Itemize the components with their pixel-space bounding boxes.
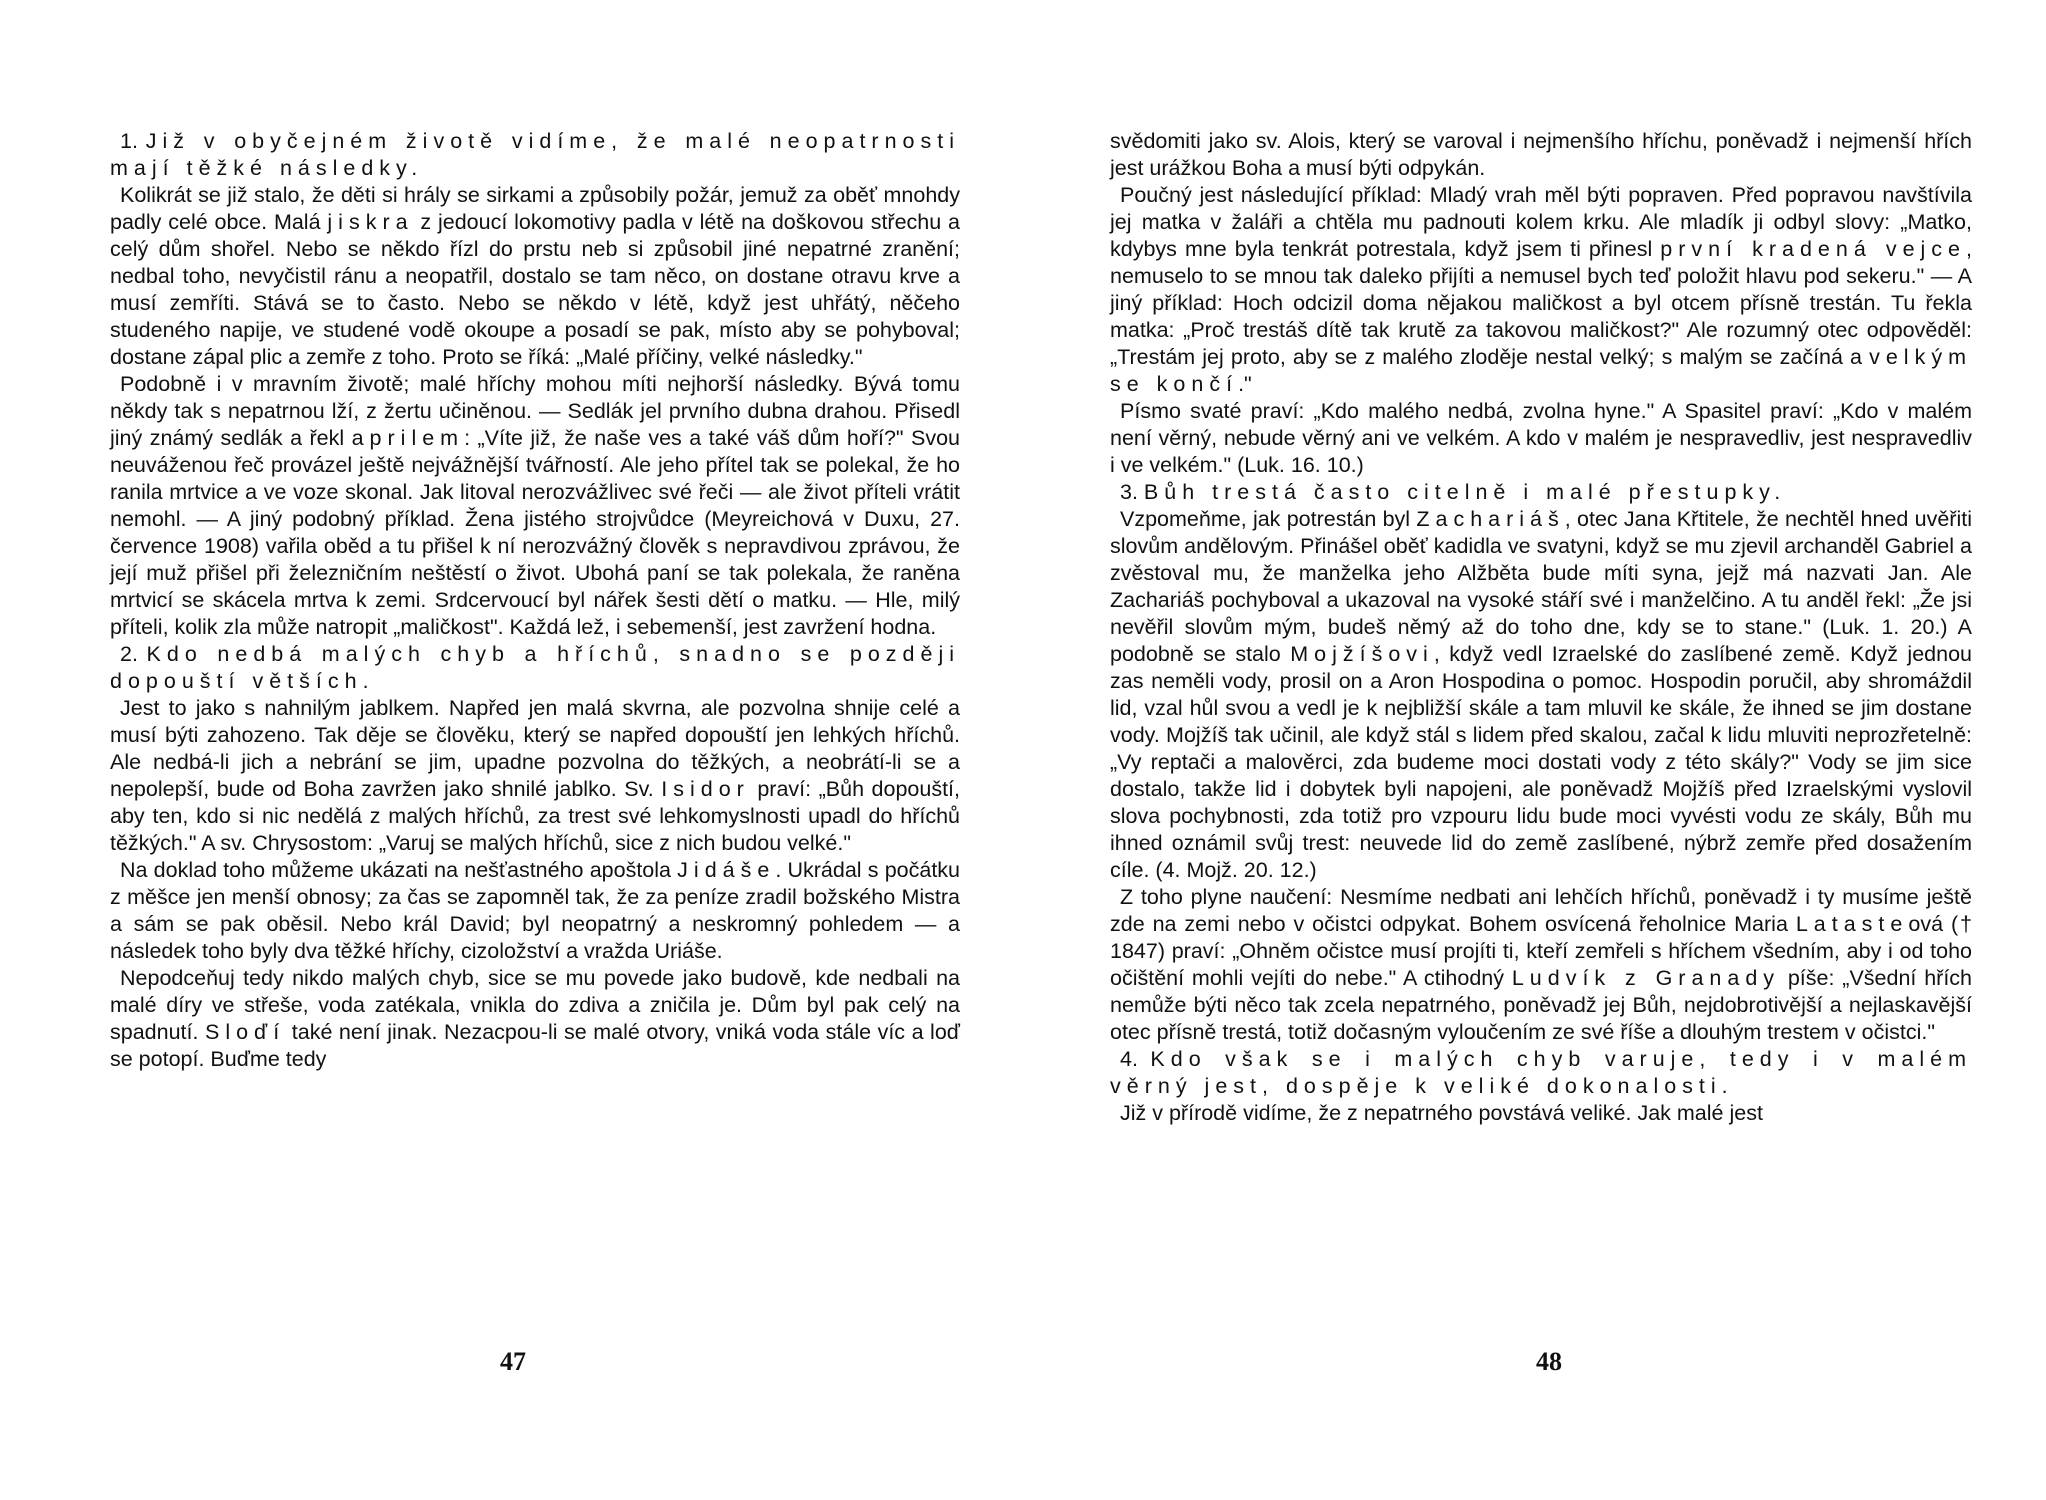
paragraph: [1110, 479, 1972, 506]
text-run: z jedoucí lokomotivy padla v létě na doškovou střechu a celý dům shořel. Nebo se někdo řízl do prstu neb si způsobil jiné nepatrné zranění; nedbal toho, nevyčistil ránu a neopatřil, dostalo se tam něco, on dostane otravu krve a musí zemříti. Stává se to často. Nebo se někdo v létě, když jest uhřátý, něčeho studeného napije, ve studené vodě okoupe a posadí se pak, místo aby se pohyboval; dostane zápal plic a zemře z toho. Proto se říká: „Malé příčiny, velké následky.": [110, 210, 960, 369]
spaced-emphasis: velkým se končí: [1110, 345, 1972, 396]
paragraph: [110, 965, 960, 1073]
spaced-emphasis: Zachariáš: [1416, 507, 1565, 531]
spaced-emphasis: Sloďí: [204, 1020, 286, 1044]
text-run: Nepodceňuj tedy nikdo malých chyb, sice se mu povede jako budově, kde nedbali na malé díry ve střeše, voda zatékala, vnikla do zdiva a zničila je. Dům byl pak celý na spadnutí.: [110, 966, 960, 1044]
paragraph: [110, 857, 960, 965]
spaced-emphasis: Již v obyčejném životě vidíme, že malé neopatrnosti mají těžké následky.: [110, 129, 961, 180]
spaced-emphasis: Jidáše: [677, 858, 776, 882]
text-run: Vzpomeňme, jak potrestán byl: [1120, 507, 1417, 531]
text-run: Kolikrát se již stalo, že děti si hrály se sirkami a způsobily požár, jemuž za oběť mnohdy padly celé obce. Malá: [110, 183, 960, 234]
text-run: Na doklad toho můžeme ukázati na nešťastného apoštola: [120, 858, 678, 882]
text-run: Již v přírodě vidíme, že z nepatrného povstává veliké. Jak malé jest: [1120, 1101, 1763, 1125]
paragraph: [1110, 398, 1972, 479]
spaced-emphasis: aprilem: [351, 426, 465, 450]
text-run: . Ukrádal s počátku z měšce jen menší obnosy; za čas se zapomněl tak, že za peníze zradil božského Mistra a sám se pak oběsil. Nebo král David; byl neopatrný a neskromný pohledem — a následek toho byly dva těžké hříchy, cizoložství a vražda Uriáše.: [110, 858, 960, 963]
text-run: , nemuselo to se mnou tak daleko přijíti a nemusel bych teď položit hlavu pod sekeru." — A jiný příklad: Hoch odcizil doma nějakou maličkost a byl otcem přísně trestán. Tu řekla matka: „Proč trestáš dítě tak krutě za takovou maličkost?" Ale rozumný otec odpověděl: „Trestám jej proto, aby se z malého zloděje nestal velký; s malým se začíná a: [1110, 237, 1972, 369]
paragraph: [110, 695, 960, 857]
paragraph: [110, 128, 960, 182]
text-run: 2.: [120, 642, 147, 666]
left-page: [110, 128, 960, 1073]
text-run: 3.: [1120, 480, 1144, 504]
spaced-emphasis: Isidor: [661, 777, 750, 801]
text-run: píše: „Všední hřích nemůže býti něco tak zcela nepatrného, poněvadž jej Bůh, nejdobrotivější a nejlaskavější otec přísně trestá, totiž dočasným vyloučením ze své říše a dlouhým trestem v očistci.": [1110, 966, 1972, 1044]
spaced-emphasis: Mojžíšovi: [1290, 642, 1434, 666]
spaced-emphasis: jiskra: [327, 210, 414, 234]
paragraph: [1110, 1046, 1972, 1100]
left-page-number: 47: [500, 1347, 526, 1376]
right-page: [1110, 128, 1972, 1127]
paragraph: [1110, 884, 1972, 1046]
spaced-emphasis: Kdo však se i malých chyb varuje, tedy i v malém věrný jest, dospěje k veliké dokonalosti.: [1110, 1047, 1972, 1098]
paragraph: [1110, 1100, 1972, 1127]
spaced-emphasis: první kradená vejce: [1660, 237, 1967, 261]
text-run: , když vedl Izraelské do zaslíbené země. Když jednou zas neměli vody, prosil on a Aron Hospodina o pomoc. Hospodin poručil, aby shromáždil lid, vzal hůl svou a vedl je k nejbližší skále a tam mluvil ke skále, že ihned se jim dostane vody. Mojžíš tak učinil, ale když stál s lidem před skalou, začal k lidu mluviti neprozřetelně: „Vy reptači a malověrci, zda budeme moci dostati vody z této skály?" Vody se jim sice dostalo, takže lid i dobytek byli napojeni, ale poněvadž Mojžíš před Izraelskými vyslovil slova pochybnosti, zda totiž pro vzpouru lidu bude moci vyvésti vodu ze skály, Bůh mu ihned oznámil svůj trest: neuvede lid do země zaslíbené, nýbrž zemře před dosažením cíle. (4. Mojž. 20. 12.): [1110, 642, 1972, 882]
text-run: Poučný jest následující příklad: Mladý vrah měl býti popraven. Před popravou navštívila jej matka v žaláři a chtěla mu padnouti kolem krku. Ale mladík ji odbyl slovy: „Matko, kdybys mne byla tenkrát potrestala, když jsem ti přinesl: [1110, 183, 1972, 261]
text-run: Písmo svaté praví: „Kdo malého nedbá, zvolna hyne." A Spasitel praví: „Kdo v malém není věrný, nebude věrný ani ve velkém. A kdo v malém je nespravedliv, jest nespravedliv i ve velkém." (Luk. 16. 10.): [1110, 399, 1972, 477]
text-run: Jest to jako s nahnilým jablkem. Napřed jen malá skvrna, ale pozvolna shnije celé a musí býti zahozeno. Tak děje se člověku, který se napřed dopouští jen lehkých hříchů. Ale nedbá-li jich a nebrání se jim, upadne pozvolna do těžkých, a neobrátí-li se a nepolepší, bude od Boha zavržen jako shnilé jablko. Sv.: [110, 696, 960, 801]
spaced-emphasis: Lataste: [1795, 912, 1909, 936]
spaced-emphasis: Bůh trestá často citelně i malé přestupky.: [1143, 480, 1787, 504]
paragraph: [1110, 182, 1972, 398]
text-run: praví: „Bůh dopouští, aby ten, kdo si nic nedělá z malých hříchů, za trest své lehkomyslnosti upadl do hříchů těžkých." A sv. Chrysostom: „Varuj se malých hříchů, sice z nich budou velké.": [110, 777, 961, 855]
spaced-emphasis: Ludvík z Granady: [1511, 966, 1781, 990]
text-run: , otec Jana Křtitele, že nechtěl hned uvěřiti slovům andělovým. Přinášel oběť kadidla ve svatyni, když se mu zjevil archanděl Gabriel a zvěstoval mu, že manželka jeho Alžběta bude míti syna, jejž má nazvati Jan. Ale Zachariáš pochyboval a ukazoval na vysoké stáří své i manželčino. A tu anděl řekl: „Že jsi nevěřil slovům mým, budeš němý až do toho dne, kdy se to stane." (Luk. 1. 20.) A podobně se stalo: [1110, 507, 1972, 666]
paragraph: [1110, 506, 1972, 884]
spaced-emphasis: Kdo nedbá malých chyb a hříchů, snadno se později dopouští větších.: [110, 642, 961, 693]
text-run: 1.: [120, 129, 146, 153]
paragraph: [110, 182, 960, 371]
text-run: Z toho plyne naučení: Nesmíme nedbati ani lehčích hříchů, poněvadž i ty musíme ještě zde na zemi nebo v očistci odpykat. Bohem osvícená řeholnice Maria: [1110, 885, 1972, 936]
right-page-number: 48: [1536, 1347, 1562, 1376]
text-run: svědomiti jako sv. Alois, který se varoval i nejmenšího hříchu, poněvadž i nejmenší hřích jest urážkou Boha a musí býti odpykán.: [1110, 129, 1972, 180]
text-run: 4.: [1120, 1047, 1151, 1071]
text-run: Podobně i v mravním životě; malé hříchy mohou míti nejhorší následky. Bývá tomu někdy tak s nepatrnou lží, z žertu učiněnou. — Sedlák jel prvního dubna drahou. Přisedl jiný známý sedlák a řekl: [110, 372, 960, 450]
paragraph: [1110, 128, 1972, 182]
paragraph: [110, 371, 960, 641]
text-run: .": [1238, 372, 1252, 396]
text-run: také není jinak. Nezacpou-li se malé otvory, vniká voda stále víc a loď se potopí. Buďme tedy: [110, 1020, 960, 1071]
text-run: ová († 1847) praví: „Ohněm očistce musí projíti ti, kteří zemřeli s hříchem všedním, aby i od toho očištění mohli vejíti do nebe." A ctihodný: [1110, 912, 1972, 990]
text-run: : „Víte již, že naše ves a také váš dům hoří?" Svou neuváženou řeč provázel ještě nejvážnější tvářností. Ale jeho přítel tak se polekal, že ho ranila mrtvice a ve voze skonal. Jak litoval nerozvážlivec své řeči — ale život příteli vrátit nemohl. — A jiný podobný příklad. Žena jistého strojvůdce (Meyreichová v Duxu, 27. července 1908) vařila oběd a tu přišel k ní nerozvážný člověk s nepravdivou zprávou, že její muž přišel při železničním neštěstí o život. Ubohá paní se tak polekala, že raněna mrtvicí se skácela mrtva k zemi. Srdcervoucí byl nářek šesti dětí o matku. — Hle, milý příteli, kolik zla může natropit „maličkost". Každá lež, i sebemenší, jest zavržení hodna.: [110, 426, 961, 639]
paragraph: [110, 641, 960, 695]
